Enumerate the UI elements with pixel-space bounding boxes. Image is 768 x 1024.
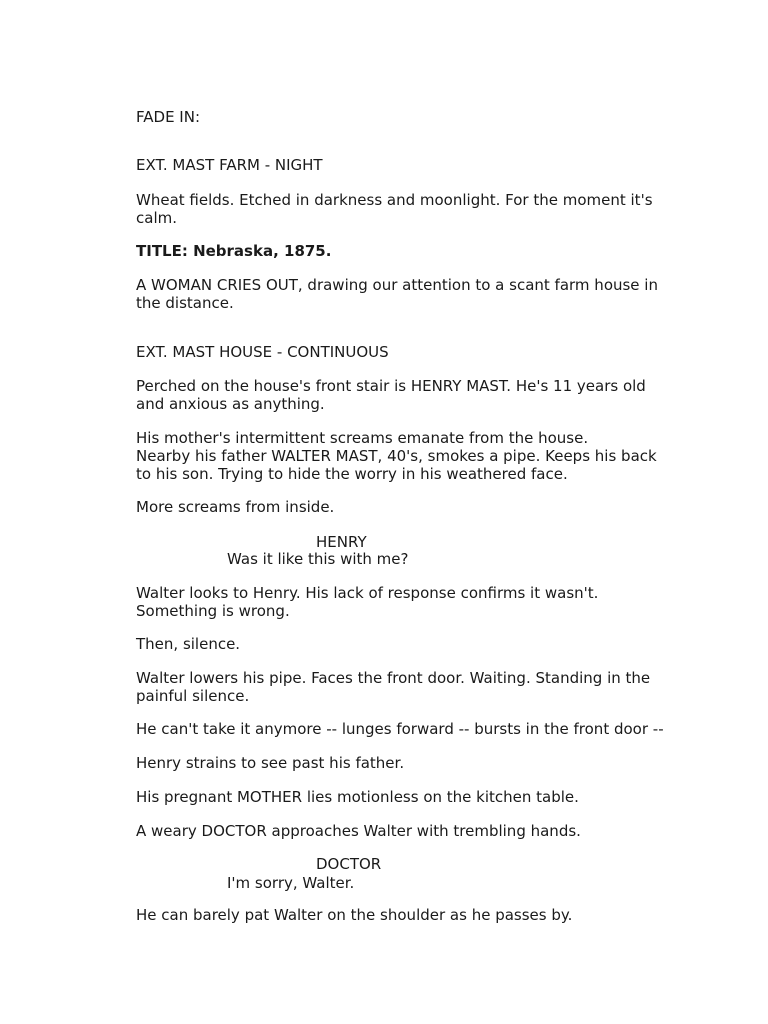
action-line: Nearby his father WALTER MAST, 40's, smokes a pipe. Keeps his back bbox=[136, 447, 657, 465]
action-line: Walter lowers his pipe. Faces the front door. Waiting. Standing in the bbox=[136, 669, 651, 687]
action-line: calm. bbox=[136, 209, 177, 227]
title-card: TITLE: Nebraska, 1875. bbox=[136, 242, 332, 260]
character-name-henry: HENRY bbox=[316, 533, 367, 551]
action-line: Something is wrong. bbox=[136, 602, 290, 620]
action-line: Wheat fields. Etched in darkness and moonlight. For the moment it's bbox=[136, 191, 653, 209]
action-line: His pregnant MOTHER lies motionless on the kitchen table. bbox=[136, 788, 579, 806]
action-line: Henry strains to see past his father. bbox=[136, 754, 405, 772]
action-line: the distance. bbox=[136, 294, 234, 312]
action-line: He can't take it anymore -- lunges forward -- bursts in the front door -- bbox=[136, 720, 664, 738]
action-line: painful silence. bbox=[136, 687, 250, 705]
action-line: Walter looks to Henry. His lack of response confirms it wasn't. bbox=[136, 584, 599, 602]
action-line: A weary DOCTOR approaches Walter with trembling hands. bbox=[136, 822, 581, 840]
scene-heading-mast-farm: EXT. MAST FARM - NIGHT bbox=[136, 156, 323, 174]
action-line: He can barely pat Walter on the shoulder as he passes by. bbox=[136, 906, 573, 924]
dialogue-henry: Was it like this with me? bbox=[227, 550, 409, 568]
dialogue-doctor: I'm sorry, Walter. bbox=[227, 874, 355, 892]
character-name-doctor: DOCTOR bbox=[316, 855, 382, 873]
action-line: to his son. Trying to hide the worry in his weathered face. bbox=[136, 465, 568, 483]
action-line: and anxious as anything. bbox=[136, 395, 325, 413]
action-line: Then, silence. bbox=[136, 635, 241, 653]
action-line: More screams from inside. bbox=[136, 498, 335, 516]
action-line: A WOMAN CRIES OUT, drawing our attention to a scant farm house in bbox=[136, 276, 658, 294]
action-line: His mother's intermittent screams emanate from the house. bbox=[136, 429, 589, 447]
transition-fade-in: FADE IN: bbox=[136, 108, 201, 126]
scene-heading-mast-house: EXT. MAST HOUSE - CONTINUOUS bbox=[136, 343, 389, 361]
action-line: Perched on the house's front stair is HENRY MAST. He's 11 years old bbox=[136, 377, 646, 395]
